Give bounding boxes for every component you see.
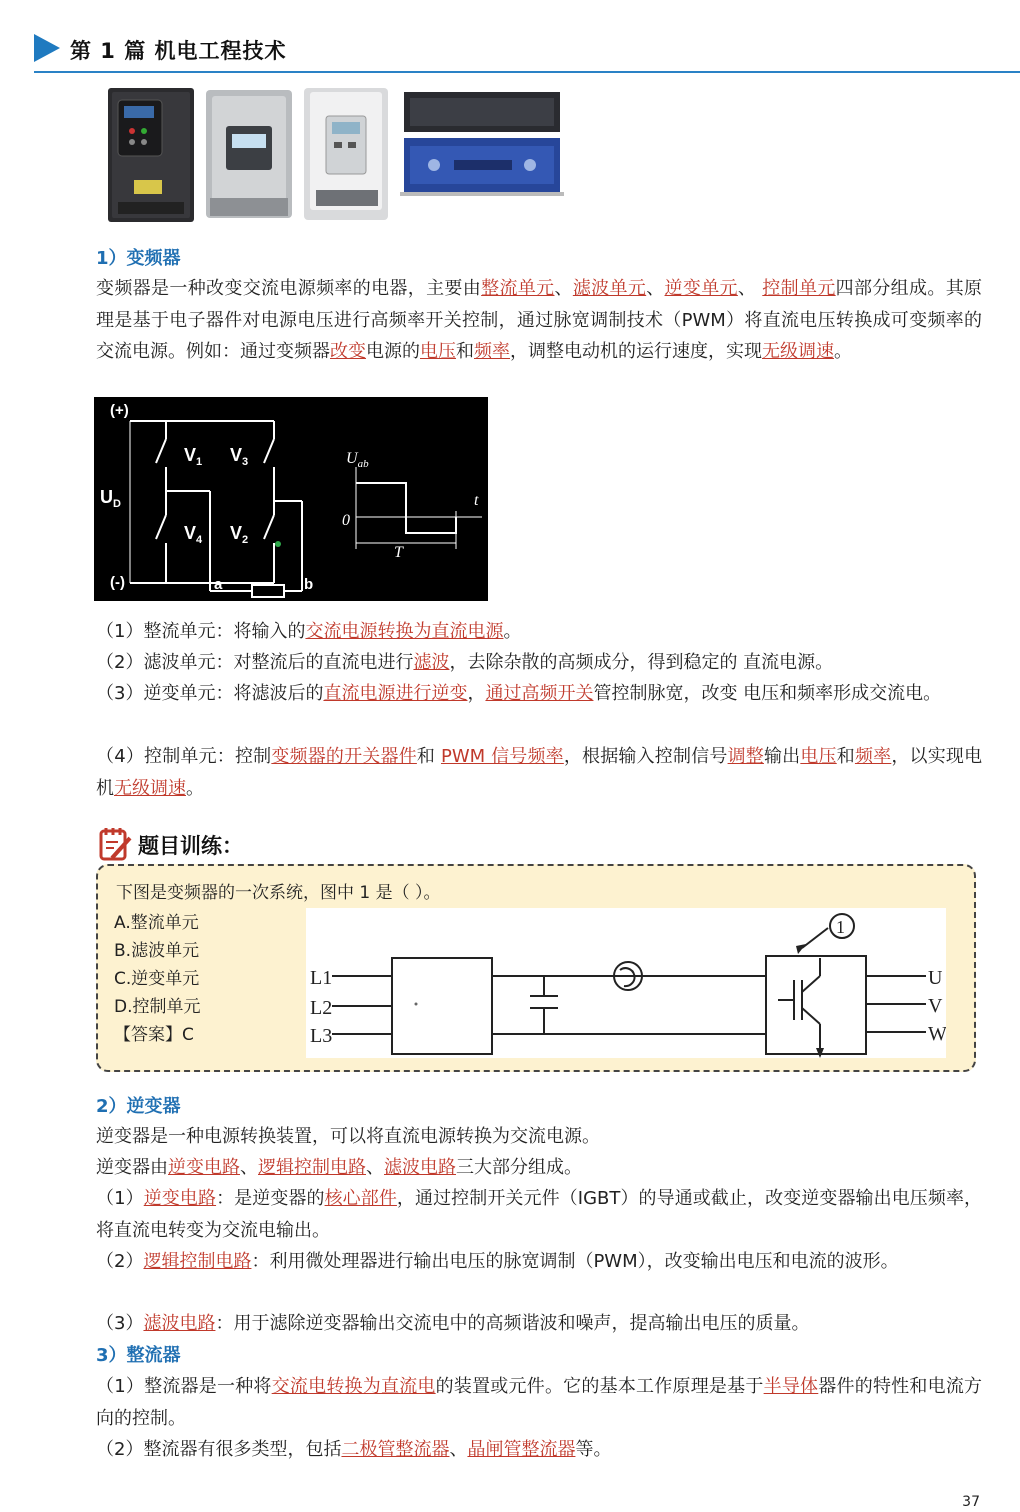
l1-label: L1 — [310, 967, 333, 989]
keyword: 晶闸管整流器 — [467, 1439, 576, 1460]
keyword: 逆变电路 — [168, 1157, 240, 1178]
keyword: 滤波电路 — [143, 1313, 216, 1334]
keyword: 频率 — [854, 746, 892, 767]
inverter-circuit-item: （1）逆变电路：是逆变器的核心部件，通过控制开关元件（IGBT）的导通或截止，改变逆变器输出电压频率，将直流电转变为交流电输出。 — [96, 1188, 983, 1241]
keyword: 滤波单元 — [572, 278, 647, 299]
time-label: t — [474, 492, 479, 509]
v1-label: $V_1$ — [184, 445, 203, 468]
keyword: 核心部件 — [324, 1188, 397, 1209]
keyword: 频率 — [474, 341, 510, 362]
keyword: 调整 — [727, 746, 764, 767]
keyword: 通过高频开关 — [485, 683, 594, 704]
ud-label: $U_D$ — [100, 487, 121, 510]
v3-label: $V_3$ — [230, 445, 249, 468]
keyword: 二极管整流器 — [341, 1439, 450, 1460]
page-title: 第 1 篇 机电工程技术 — [70, 39, 287, 63]
training-heading — [98, 826, 243, 866]
filter-unit-item: （2）滤波单元：对整流后的直流电进行滤波，去除杂散的高频成分，得到稳定的 直流电源。 — [96, 652, 834, 673]
product-photos — [104, 86, 564, 224]
v-label: V — [928, 995, 943, 1017]
keyword: 交流电转换为直流电 — [271, 1376, 436, 1397]
keyword: 滤波 — [413, 652, 450, 673]
zero-label: 0 — [342, 512, 350, 529]
question-text: 下图是变频器的一次系统，图中 1 是（ ）。 — [116, 883, 441, 903]
product-photo-soft-starter-gray — [206, 90, 292, 218]
keyword: 控制单元 — [762, 278, 836, 299]
keyword: 滤波电路 — [384, 1157, 456, 1178]
l2-label: L2 — [310, 997, 333, 1019]
node-b-label: b — [304, 576, 314, 593]
keyword: 改变 — [330, 341, 366, 362]
inverter-intro-paragraph: 变频器是一种改变交流电源频率的电器，主要由整流单元、滤波单元、逆变单元、 控制单元四部分组成。其原理是基于电子器件对电源电压进行高频率开关控制，通过脉宽调制技术（PWM）将直流电压转换成可变频率的交流电源。例如：通过变频器改变电源的电压和频率，调整电动机的运行速度，实现无级调速。 — [96, 278, 983, 362]
section-heading-inverter: 1）变频器 — [96, 248, 181, 269]
control-unit-item: （4）控制单元：控制变频器的开关器件和 PWM 信号频率，根据输入控制信号调整输出电压和频率，以实现电机无级调速。 — [96, 746, 983, 799]
inverter-unit-item: （3）逆变单元：将滤波后的直流电源进行逆变，通过高频开关管控制脉宽，改变 电压和频率形成交流电。 — [96, 683, 942, 704]
question-box — [96, 864, 976, 1072]
product-photo-inverter — [108, 88, 194, 222]
rectifier-unit-item: （1）整流单元：将输入的交流电源转换为直流电源。 — [96, 621, 522, 642]
keyword: 直流电源进行逆变 — [323, 683, 468, 704]
option-c: C.逆变单元 — [114, 969, 200, 989]
inverter-definition: 逆变器是一种电源转换装置，可以将直流电源转换为交流电源。 — [96, 1126, 600, 1147]
h-bridge-circuit-diagram — [94, 397, 488, 601]
header-arrow-icon — [34, 34, 60, 62]
keyword: 逻辑控制电路 — [258, 1157, 366, 1178]
keyword: 变频器的开关器件 — [271, 746, 417, 767]
inverter-composition: 逆变器由逆变电路、逻辑控制电路、滤波电路三大部分组成。 — [96, 1157, 582, 1178]
filter-circuit-item: （3）滤波电路：用于滤除逆变器输出交流电中的高频谐波和噪声，提高输出电压的质量。 — [96, 1313, 810, 1334]
marker-one-label: 1 — [836, 917, 845, 937]
frequency-converter-primary-diagram — [306, 908, 946, 1058]
w-label: W — [928, 1023, 946, 1045]
page-header — [34, 30, 1020, 70]
notepad-pen-icon — [98, 826, 132, 862]
option-b: B.滤波单元 — [114, 941, 200, 961]
v4-label: $V_4$ — [184, 523, 203, 546]
keyword: 逆变电路 — [143, 1188, 217, 1209]
l3-label: L3 — [310, 1025, 333, 1047]
plus-label: (+) — [110, 402, 129, 419]
training-label: 题目训练： — [138, 834, 243, 858]
page-number: 37 — [962, 1494, 980, 1510]
keyword: 逆变单元 — [664, 278, 738, 299]
keyword: 交流电源转换为直流电源 — [305, 621, 504, 642]
rectifier-definition-item: （1）整流器是一种将交流电转换为直流电的装置或元件。它的基本工作原理是基于半导体器件的特性和电流方向的控制。 — [96, 1376, 983, 1429]
section-heading-inverter-device: 2）逆变器 — [96, 1096, 181, 1117]
rectifier-types-item: （2）整流器有很多类型，包括二极管整流器、晶闸管整流器等。 — [96, 1439, 612, 1460]
answer-text: 【答案】C — [114, 1025, 194, 1045]
keyword: 半导体 — [763, 1376, 819, 1397]
section-heading-rectifier: 3）整流器 — [96, 1345, 181, 1366]
keyword: 逻辑控制电路 — [143, 1251, 252, 1272]
keyword: 电压 — [800, 746, 837, 767]
uab-label: $U_{ab}$ — [346, 450, 369, 470]
product-photo-soft-starter-white — [304, 88, 388, 220]
v2-label: $V_2$ — [230, 523, 249, 546]
minus-label: (-) — [110, 574, 125, 591]
keyword: PWM 信号频率 — [440, 746, 564, 767]
keyword: 无级调速 — [114, 777, 186, 799]
period-label: T — [394, 544, 403, 561]
node-a-label: a — [214, 576, 223, 593]
u-label: U — [928, 967, 943, 989]
product-photo-amplifier — [400, 92, 564, 196]
keyword: 无级调速 — [762, 341, 834, 362]
header-rule — [34, 71, 1020, 73]
keyword: 电压 — [420, 341, 456, 362]
keyword: 整流单元 — [481, 278, 555, 299]
option-d: D.控制单元 — [114, 997, 201, 1017]
option-a: A.整流单元 — [114, 913, 199, 933]
logic-control-item: （2）逻辑控制电路：利用微处理器进行输出电压的脉宽调制（PWM），改变输出电压和电流的波形。 — [96, 1251, 899, 1272]
